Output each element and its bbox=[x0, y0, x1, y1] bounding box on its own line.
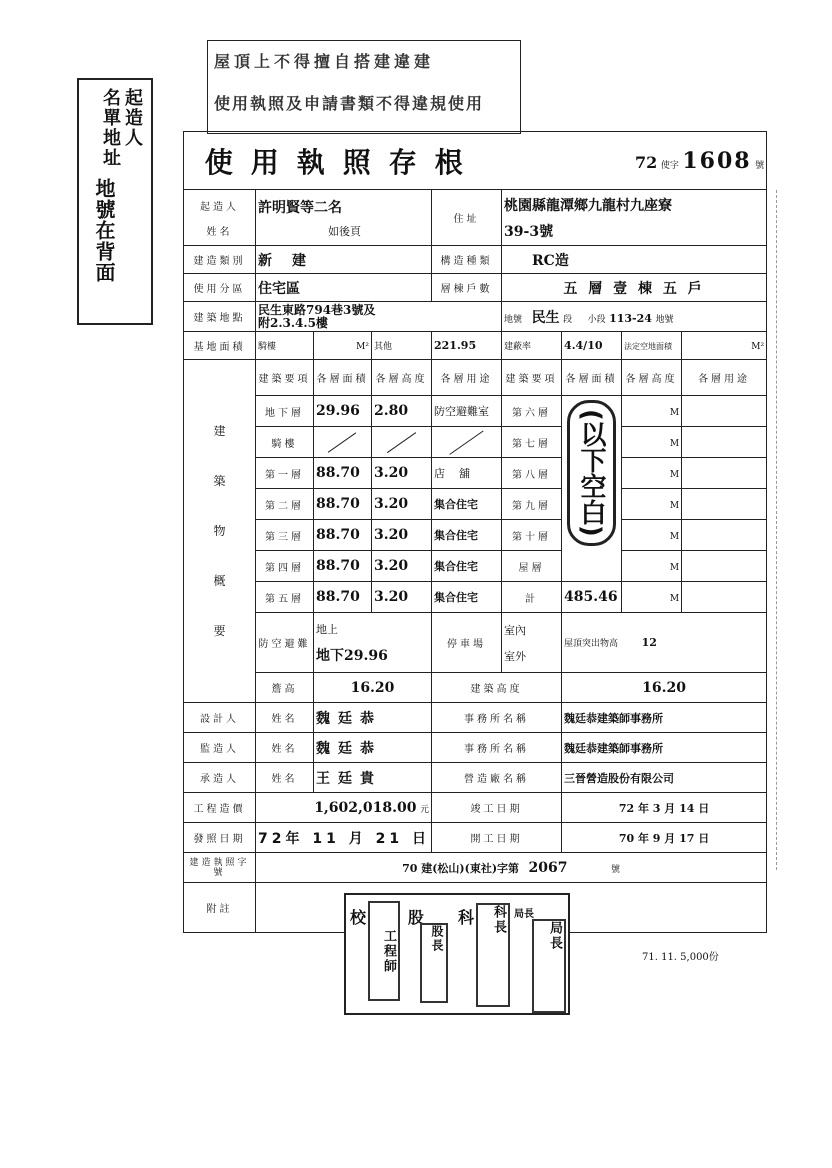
lot-number: 113-24 bbox=[609, 311, 652, 325]
structure-value: RC造 bbox=[502, 246, 767, 274]
supervisor-label: 監造人 bbox=[184, 733, 256, 763]
row-area: 88.70 bbox=[314, 489, 372, 520]
right-height-unit: M bbox=[669, 407, 680, 418]
top-stamp-line1: 屋頂上不得擅自搭建違建 bbox=[214, 52, 435, 71]
supervisor-office-label: 事務所名稱 bbox=[432, 733, 562, 763]
approval-label-dept: 科 bbox=[458, 908, 475, 927]
start-label: 開工日期 bbox=[432, 823, 562, 853]
col-height-header-2: 各層高度 bbox=[622, 360, 682, 396]
summary-char-1: 建 bbox=[213, 424, 226, 438]
row-use: 集合住宅 bbox=[432, 489, 502, 520]
designer-name-label: 姓名 bbox=[256, 703, 314, 733]
approval-label-check: 校 bbox=[350, 908, 367, 927]
row-height: 3.20 bbox=[372, 520, 432, 551]
row-use bbox=[432, 427, 502, 458]
top-stamp-line2: 使用執照及申請書類不得違規使用 bbox=[214, 94, 485, 113]
permit-text: 70 建(松山)(東社)字第 bbox=[402, 861, 520, 875]
col-item-header: 建築要項 bbox=[256, 360, 314, 396]
col-use-header: 各層用途 bbox=[432, 360, 502, 396]
side-note-line1: 起造人 bbox=[122, 88, 143, 148]
applicant-note: 如後頁 bbox=[328, 224, 361, 238]
summary-char-4: 概 bbox=[213, 574, 226, 588]
row-use: 集合住宅 bbox=[432, 551, 502, 582]
remarks-label: 附註 bbox=[184, 883, 256, 933]
row-floor: 第二層 bbox=[256, 489, 314, 520]
bldg-height-label: 建築高度 bbox=[432, 673, 562, 703]
applicant-value: 許明賢等二名 bbox=[258, 199, 342, 216]
parking-outdoor: 室外 bbox=[504, 649, 527, 663]
row-height bbox=[372, 427, 432, 458]
row-area: 88.70 bbox=[314, 520, 372, 551]
license-form bbox=[183, 131, 767, 933]
build-type-value: 新建 bbox=[256, 246, 432, 274]
side-note-line2: 名單地址 bbox=[100, 88, 121, 168]
row-height: 3.20 bbox=[372, 489, 432, 520]
print-footer: 71. 11. 5,000份 bbox=[642, 952, 719, 963]
summary-char-3: 物 bbox=[213, 524, 226, 538]
applicant-label: 起造人 bbox=[200, 201, 239, 213]
license-year: 72 bbox=[635, 152, 658, 172]
coverage-value: 4.4/10 bbox=[564, 339, 603, 352]
right-margin-fragment bbox=[776, 190, 827, 870]
lot-suffix: 地號 bbox=[655, 314, 674, 325]
seal-dept-chief: 科長 bbox=[476, 903, 510, 1007]
coverage-label: 建蔽率 bbox=[504, 342, 532, 352]
col-item-header-2: 建築要項 bbox=[502, 360, 562, 396]
row-area: 29.96 bbox=[314, 396, 372, 427]
blank-below-stamp bbox=[562, 396, 622, 582]
other-label: 其他 bbox=[374, 342, 393, 352]
shelter-label: 防空避難 bbox=[256, 613, 314, 673]
lot-section: 民生 bbox=[531, 309, 560, 326]
right-height-unit: M bbox=[669, 562, 680, 573]
firm-name: 三晉營造股份有限公司 bbox=[562, 763, 767, 793]
row-height: 3.20 bbox=[372, 582, 432, 613]
total-area: 485.46 bbox=[562, 582, 622, 613]
right-height-unit: M bbox=[669, 593, 680, 604]
lot-section-suffix: 段 bbox=[563, 314, 573, 325]
complete-date: 72 年 3 月 14 日 bbox=[562, 793, 767, 823]
row-floor-right: 計 bbox=[502, 582, 562, 613]
parking-indoor: 室內 bbox=[504, 623, 527, 637]
right-height-unit: M bbox=[669, 469, 680, 480]
supervisor-name: 魏廷恭 bbox=[314, 733, 432, 763]
issue-date: 72年 11 月 21 日 bbox=[256, 823, 432, 853]
row-floor-right: 屋層 bbox=[502, 551, 562, 582]
row-floor: 第一層 bbox=[256, 458, 314, 489]
summary-char-2: 築 bbox=[213, 474, 226, 488]
bldg-height-value: 16.20 bbox=[562, 673, 767, 703]
issue-label: 發照日期 bbox=[184, 823, 256, 853]
blank-stamp-text: (以下空白) bbox=[567, 400, 616, 546]
row-use: 集合住宅 bbox=[432, 520, 502, 551]
license-number: 1608 bbox=[682, 147, 752, 174]
zone-label: 使用分區 bbox=[184, 274, 256, 302]
seal-section-chief: 股長 bbox=[420, 923, 448, 1003]
eave-label: 簷高 bbox=[256, 673, 314, 703]
col-area-header: 各層面積 bbox=[314, 360, 372, 396]
license-suffix: 號 bbox=[755, 160, 765, 171]
start-date: 70 年 9 月 17 日 bbox=[562, 823, 767, 853]
parking-label: 停車場 bbox=[432, 613, 502, 673]
row-floor-right: 第十層 bbox=[502, 520, 562, 551]
row-use: 防空避難室 bbox=[432, 396, 502, 427]
row-floor: 第四層 bbox=[256, 551, 314, 582]
supervisor-name-label: 姓名 bbox=[256, 733, 314, 763]
required-open-label: 法定空地面積 bbox=[624, 342, 673, 351]
form-title: 使用執照存根 bbox=[204, 145, 481, 179]
cost-label: 工程造價 bbox=[184, 793, 256, 823]
site-label: 建築地點 bbox=[184, 302, 256, 332]
designer-name: 魏廷恭 bbox=[314, 703, 432, 733]
col-area-header-2: 各層面積 bbox=[562, 360, 622, 396]
row-floor: 第五層 bbox=[256, 582, 314, 613]
right-height-unit: M bbox=[669, 500, 680, 511]
approval-stamp-block bbox=[344, 893, 570, 1015]
roof-label: 屋頂突出物高 bbox=[564, 639, 619, 649]
row-floor-right: 第八層 bbox=[502, 458, 562, 489]
cost-unit: 元 bbox=[419, 804, 429, 815]
eave-value: 16.20 bbox=[314, 673, 432, 703]
firm-label: 營造廠名稱 bbox=[432, 763, 562, 793]
designer-label: 設計人 bbox=[184, 703, 256, 733]
row-height: 3.20 bbox=[372, 551, 432, 582]
row-use: 集合住宅 bbox=[432, 582, 502, 613]
arcade-label: 騎樓 bbox=[258, 342, 277, 352]
site-line1: 民生東路794巷3號及 bbox=[258, 302, 376, 317]
floors-value: 五 層 壹 棟 五 戶 bbox=[502, 274, 767, 302]
row-floor: 地下層 bbox=[256, 396, 314, 427]
contractor-label: 承造人 bbox=[184, 763, 256, 793]
building-summary-label bbox=[184, 360, 256, 703]
col-use-header-2: 各層用途 bbox=[682, 360, 767, 396]
complete-label: 竣工日期 bbox=[432, 793, 562, 823]
lot-sub: 小段 bbox=[587, 314, 606, 325]
summary-char-5: 要 bbox=[213, 624, 226, 638]
name-label: 姓名 bbox=[206, 226, 233, 238]
supervisor-office: 魏廷恭建築師事務所 bbox=[562, 733, 767, 763]
designer-office-label: 事務所名稱 bbox=[432, 703, 562, 733]
lot-label: 地號 bbox=[504, 314, 523, 325]
right-height-unit: M bbox=[669, 531, 680, 542]
side-note-line3-visible: 地號在背面 bbox=[92, 178, 116, 283]
required-open-unit: M² bbox=[751, 342, 765, 352]
approval-label-section: 股 bbox=[408, 908, 425, 927]
right-height-unit: M bbox=[669, 438, 680, 449]
cost-value: 1,602,018.00 bbox=[314, 799, 417, 816]
address-line2: 39-3號 bbox=[504, 223, 554, 240]
row-floor-right: 第六層 bbox=[502, 396, 562, 427]
col-height-header: 各層高度 bbox=[372, 360, 432, 396]
area-label: 基地面積 bbox=[184, 332, 256, 360]
site-line2: 附2.3.4.5樓 bbox=[258, 315, 328, 330]
permit-number: 2067 bbox=[528, 859, 568, 876]
row-floor: 第三層 bbox=[256, 520, 314, 551]
row-height: 2.80 bbox=[372, 396, 432, 427]
designer-office: 魏廷恭建築師事務所 bbox=[562, 703, 767, 733]
permit-suffix: 號 bbox=[611, 864, 621, 875]
approval-label-director: 局長 bbox=[514, 909, 534, 920]
row-area: 88.70 bbox=[314, 582, 372, 613]
row-area bbox=[314, 427, 372, 458]
top-regulation-stamp bbox=[207, 40, 521, 134]
license-word: 使字 bbox=[660, 160, 679, 171]
address-label: 住址 bbox=[432, 190, 502, 246]
above-ground: 地上 bbox=[316, 622, 338, 636]
contractor-name-label: 姓名 bbox=[256, 763, 314, 793]
build-type-label: 建造類別 bbox=[184, 246, 256, 274]
row-floor: 騎樓 bbox=[256, 427, 314, 458]
seal-engineer: 工程師 bbox=[368, 901, 400, 1001]
row-area: 88.70 bbox=[314, 458, 372, 489]
row-floor-right: 第七層 bbox=[502, 427, 562, 458]
floors-label: 層棟戶數 bbox=[432, 274, 502, 302]
address-line1: 桃園縣龍潭鄉九龍村九座寮 bbox=[504, 197, 673, 214]
row-height: 3.20 bbox=[372, 458, 432, 489]
seal-director: 局長 bbox=[532, 919, 566, 1013]
structure-label: 構造種類 bbox=[432, 246, 502, 274]
row-use: 店舖 bbox=[432, 458, 502, 489]
row-floor-right: 第九層 bbox=[502, 489, 562, 520]
zone-value: 住宅區 bbox=[256, 274, 432, 302]
arcade-unit: M² bbox=[356, 342, 369, 352]
permit-label: 建造執照字號 bbox=[184, 853, 256, 883]
contractor-name: 王廷貴 bbox=[314, 763, 432, 793]
row-area: 88.70 bbox=[314, 551, 372, 582]
other-area: 221.95 bbox=[434, 339, 477, 352]
below-ground: 地下29.96 bbox=[316, 647, 388, 664]
roof-value: 12 bbox=[641, 636, 657, 649]
